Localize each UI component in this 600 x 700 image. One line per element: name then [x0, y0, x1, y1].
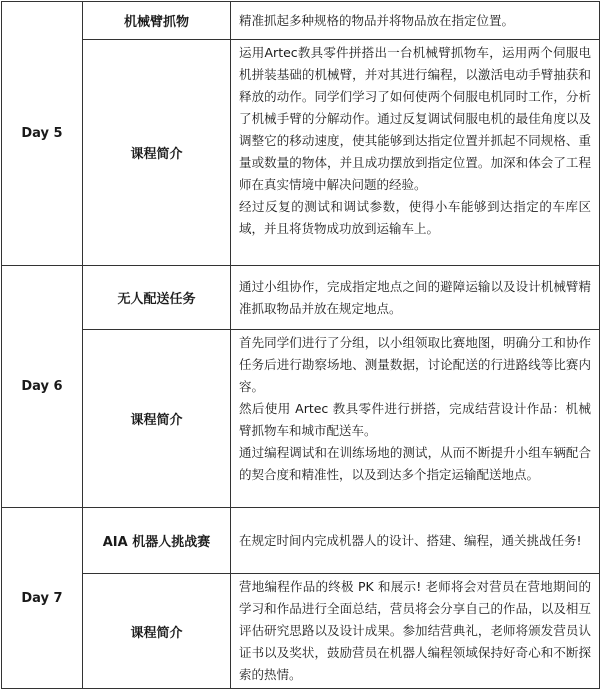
activity-description	[231, 266, 600, 330]
activity-description	[231, 2, 600, 40]
activity-label: 无人配送任务	[83, 266, 231, 330]
intro-paragraph: 经过反复的测试和调试参数，使得小车能够到达指定的车库区域，并且将货物成功放到运输车上。	[239, 199, 591, 236]
intro-label: 课程简介	[83, 40, 231, 266]
intro-label: 课程简介	[83, 330, 231, 508]
table-row	[2, 2, 600, 40]
schedule-table	[1, 1, 600, 689]
table-row	[2, 574, 600, 689]
activity-description-text: 在规定时间内完成机器人的设计、搭建、编程，通关挑战任务!	[239, 532, 582, 548]
intro-paragraph: 然后使用 Artec 教具零件进行拼搭，完成结营设计作品：机械臂抓物车和城市配送车。	[239, 401, 591, 438]
activity-label: AIA 机器人挑战赛	[83, 508, 231, 574]
day-label: Day 5	[2, 2, 83, 266]
table-row	[2, 40, 600, 266]
activity-description-text: 通过小组协作，完成指定地点之间的避障运输以及设计机械臂精准抓取物品并放在规定地点。	[239, 278, 591, 316]
intro-content	[231, 330, 600, 508]
activity-description-text: 精准抓起多种规格的物品并将物品放在指定位置。	[239, 12, 515, 28]
intro-paragraph: 运用Artec教具零件拼搭出一台机械臂抓物车，运用两个伺服电机拼装基础的机械臂，并对其进行编程，以激活电动手臂抽获和释放的动作。同学们学习了如何使两个伺服电机同时工作，分析了机械手臂的分解动作。通过反复调试伺服电机的最佳角度以及调整它的移动速度，使其能够到达指定位置并抓起不同规格、重量或数量的物体，并且成功摆放到指定位置。加深和体会了工程师在真实情境中解决问题的经验。	[239, 45, 591, 192]
intro-paragraph: 通过编程调试和在训练场地的测试，从而不断提升小组车辆配合的契合度和精准性，以及到达多个指定运输配送地点。	[239, 445, 591, 482]
intro-paragraph: 首先同学们进行了分组，以小组领取比赛地图，明确分工和协作任务后进行勘察场地、测量数据，讨论配送的行进路线等比赛内容。	[239, 335, 591, 394]
table-row	[2, 508, 600, 574]
activity-description	[231, 508, 600, 574]
table-row	[2, 330, 600, 508]
activity-label: 机械臂抓物	[83, 2, 231, 40]
table-row	[2, 266, 600, 330]
intro-label: 课程简介	[83, 574, 231, 689]
intro-content	[231, 574, 600, 689]
day-label: Day 7	[2, 508, 83, 689]
intro-paragraph: 营地编程作品的终极 PK 和展示! 老师将会对营员在营地期间的学习和作品进行全面总结，营员将会分享自己的作品，以及相互评估研究思路以及设计成果。参加结营典礼，老师将颁发营员认证书以及奖状，鼓励营员在机器人编程领域保持好奇心和不断探索的热情。	[239, 579, 591, 682]
intro-content	[231, 40, 600, 266]
day-label: Day 6	[2, 266, 83, 508]
